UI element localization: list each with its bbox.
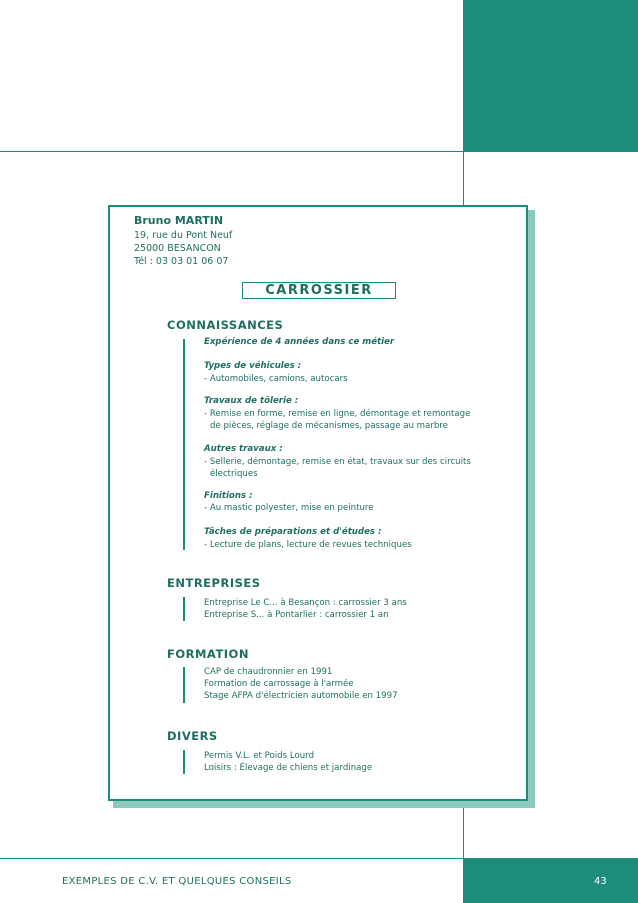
finitions-text: - Au mastic polyester, mise en peinture — [204, 503, 374, 513]
tolerie-text-2: de pièces, réglage de mécanismes, passage au marbre — [210, 421, 448, 431]
divers-line-1: Permis V.L. et Poids Lourd — [204, 751, 315, 761]
address-line-2: 25000 BESANCON — [134, 243, 221, 254]
entreprise-line-2: Entreprise S... à Pontarlier : carrossier 1 an — [204, 610, 389, 620]
formation-line-2: Formation de carrossage à l'armée — [204, 679, 354, 689]
section-bar-connaissances — [183, 339, 185, 550]
address-line-1: 19, rue du Pont Neuf — [134, 230, 233, 241]
experience-text: Expérience de 4 années dans ce métier — [204, 337, 395, 347]
autres-text-1: - Sellerie, démontage, remise en état, travaux sur des circuits — [204, 457, 471, 467]
autres-label: Autres travaux : — [204, 444, 283, 454]
tolerie-label: Travaux de tôlerie : — [204, 396, 299, 406]
phone-number: Tél : 03 03 01 06 07 — [134, 256, 229, 267]
divers-line-2: Loisirs : Élevage de chiens et jardinage — [204, 763, 373, 773]
taches-text: - Lecture de plans, lecture de revues techniques — [204, 540, 412, 550]
formation-line-1: CAP de chaudronnier en 1991 — [204, 667, 333, 677]
page-number: 43 — [594, 876, 607, 887]
bottom-right-green-block — [463, 858, 638, 903]
section-heading-connaissances: CONNAISSANCES — [167, 318, 284, 332]
finitions-label: Finitions : — [204, 491, 253, 501]
tolerie-text-1: - Remise en forme, remise en ligne, démontage et remontage — [204, 409, 471, 419]
top-right-green-block — [463, 0, 638, 152]
section-bar-entreprises — [183, 597, 185, 621]
section-bar-divers — [183, 750, 185, 774]
taches-label: Tâches de préparations et d'études : — [204, 527, 382, 537]
formation-line-3: Stage AFPA d'électricien automobile en 1997 — [204, 691, 398, 701]
section-bar-formation — [183, 667, 185, 703]
vehicules-text: - Automobiles, camions, autocars — [204, 374, 348, 384]
autres-text-2: électriques — [210, 469, 258, 479]
top-horizontal-rule — [0, 151, 638, 152]
entreprise-line-1: Entreprise Le C... à Besançon : carrossier 3 ans — [204, 598, 407, 608]
vehicules-label: Types de véhicules : — [204, 361, 302, 371]
job-title: CARROSSIER — [242, 282, 396, 299]
footer-title: EXEMPLES DE C.V. ET QUELQUES CONSEILS — [62, 876, 292, 887]
section-heading-entreprises: ENTREPRISES — [167, 576, 261, 590]
section-heading-formation: FORMATION — [167, 647, 249, 661]
candidate-name: Bruno MARTIN — [134, 214, 224, 227]
section-heading-divers: DIVERS — [167, 729, 218, 743]
